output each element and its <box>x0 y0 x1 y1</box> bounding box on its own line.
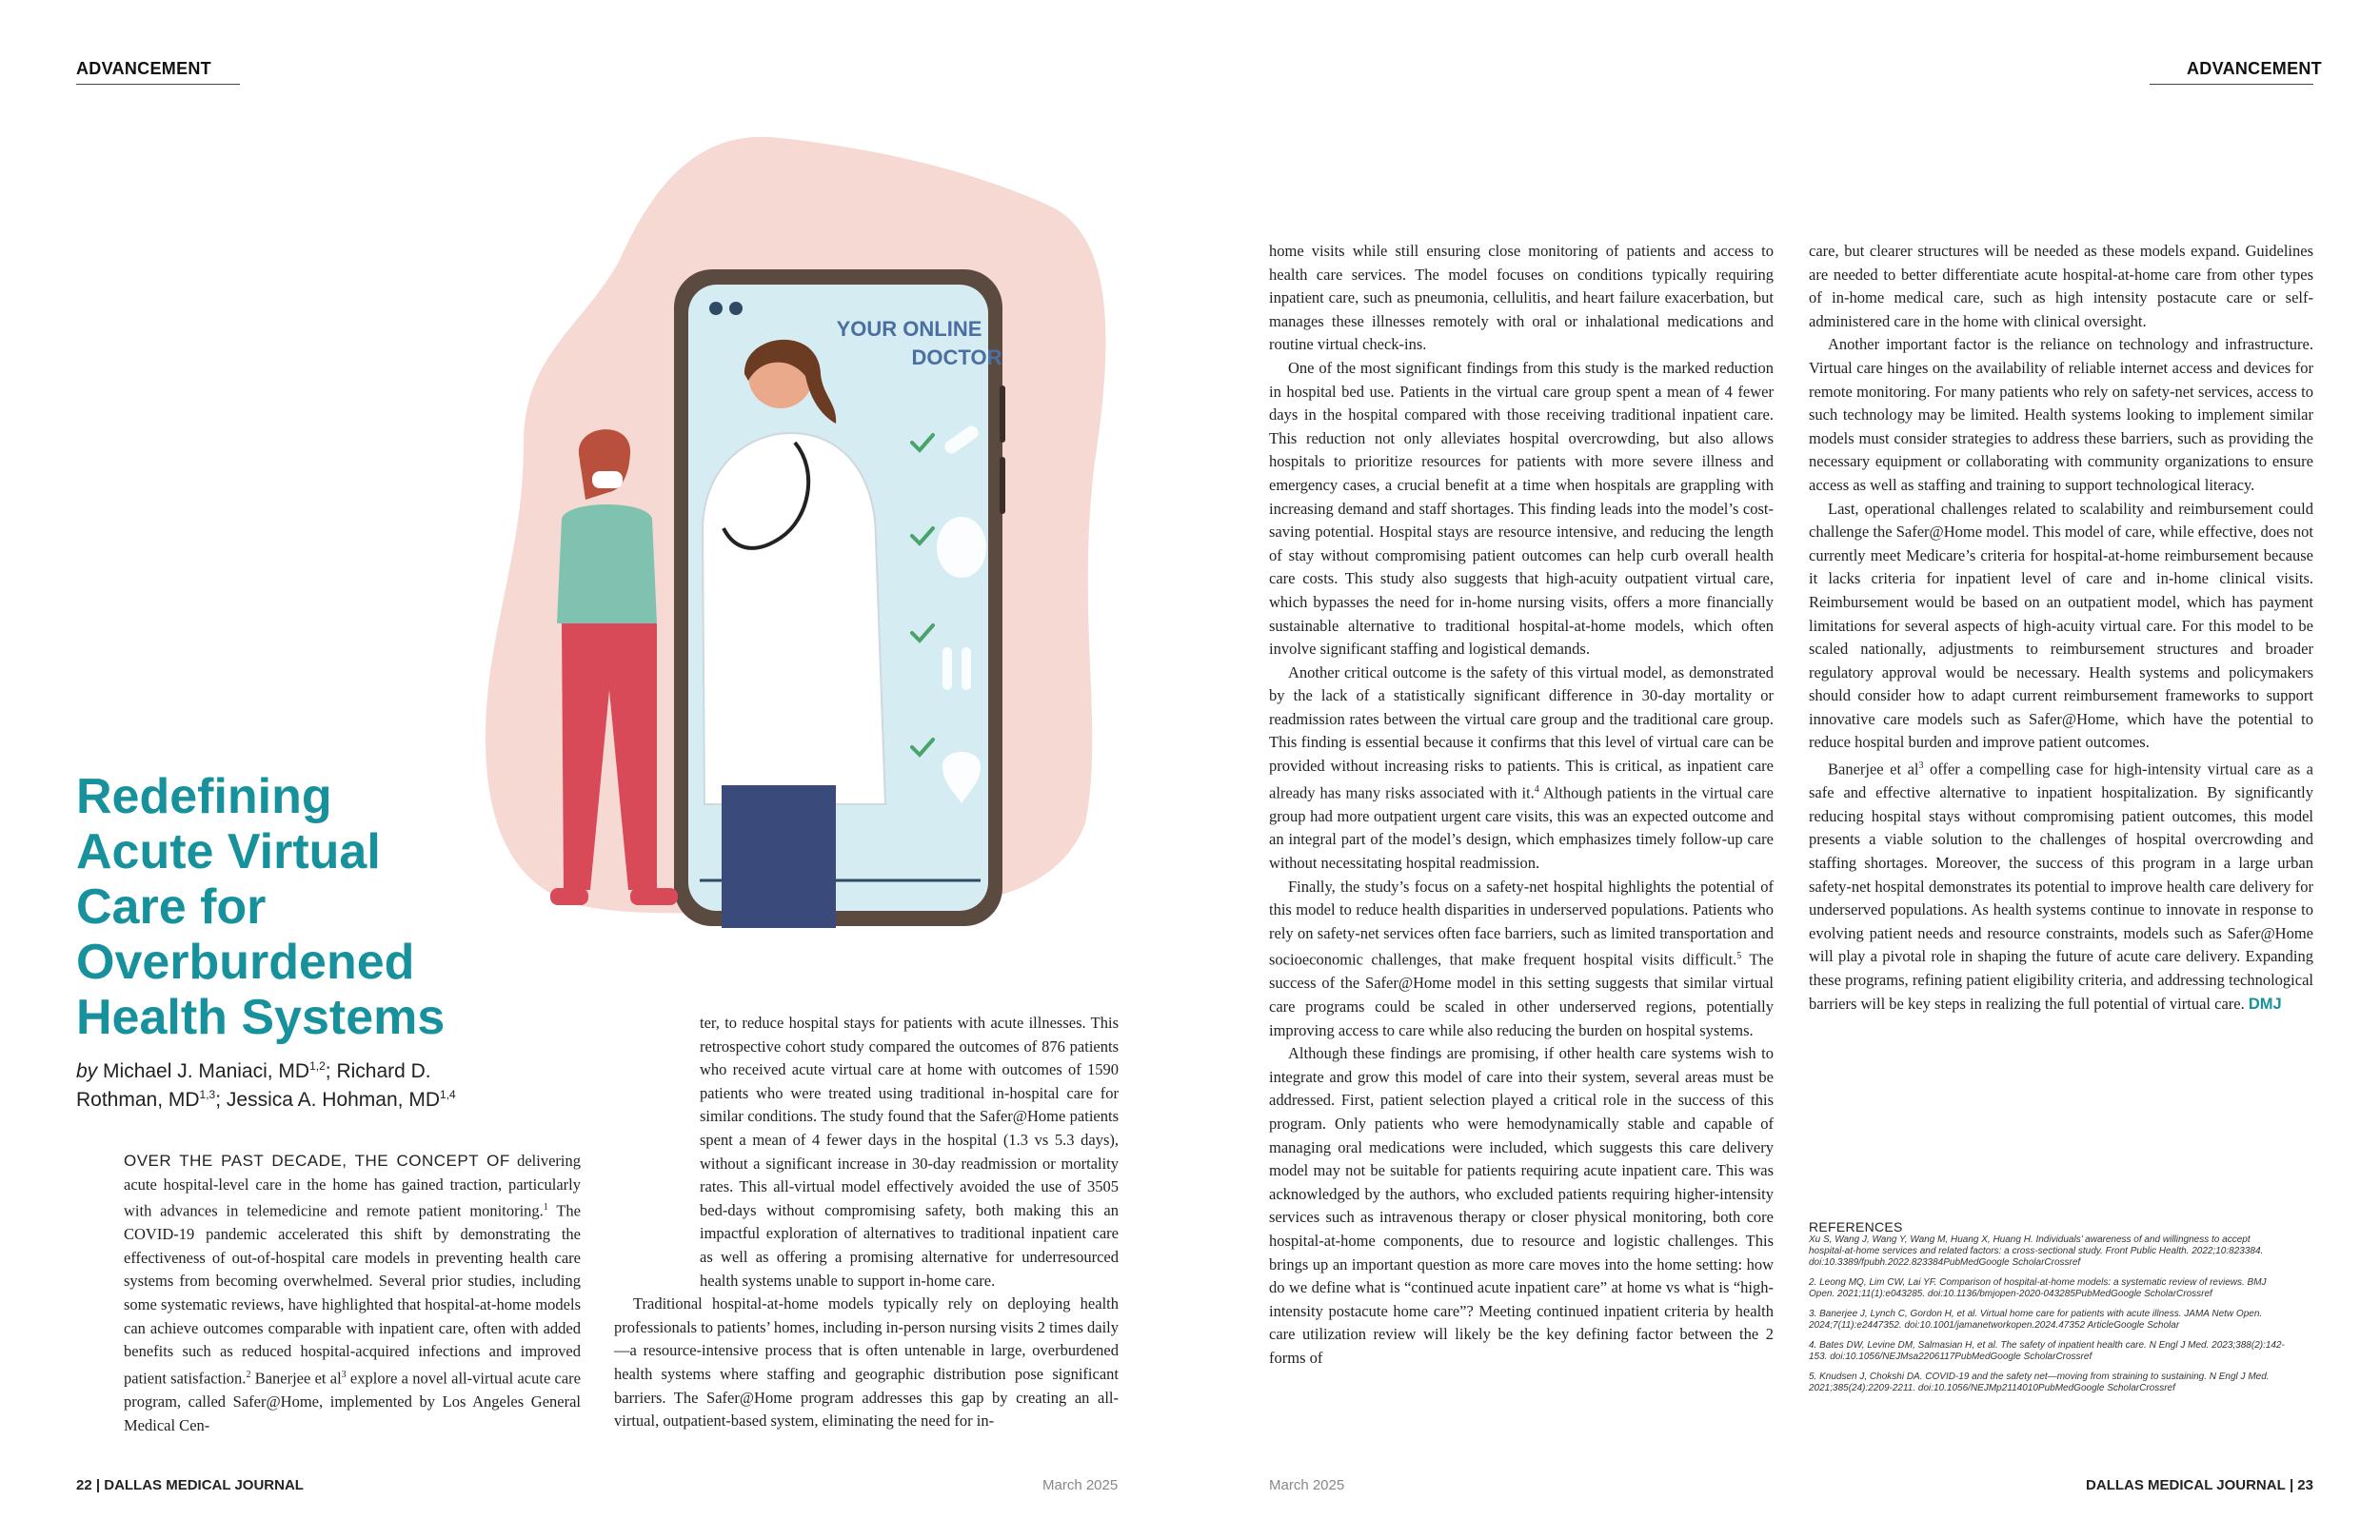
reference-item: 3. Banerjee J, Lynch C, Gordon H, et al. Virtual home care for patients with acute illness. JAMA Netw Open. 2024;7(11):e2447352. doi:10.1001/jamanetworkopen.2024.47352 ArticleGoogle Scholar <box>1809 1309 2263 1331</box>
col3-p3-text-b: Although patients in the virtual care group had more outpatient urgent care visits, this was an expected outcome and an integral part of the model’s design, which emphasizes timely follow-up care without necessitating hospital readmission. <box>1269 783 1774 872</box>
illustration-svg <box>466 119 1114 947</box>
body-column-3 <box>1269 240 1774 1371</box>
col3-paragraph-5: Although these findings are promising, if other health care systems wish to integrate and grow this model of care into their system, several areas must be addressed. First, patient selection played a critical role in the success of this program. Only patients who were hemodynamically stable and capable of managing oral medications were included, which suggests this care delivery model may not be suitable for patients requiring acute inpatient care. This was acknowledged by the authors, who excluded patients requiring higher-intensity services such as intravenous therapy or closer physical monitoring, both core hospital-at-home components, due to resource and logistic challenges. This brings up an important question as more care moves into the home setting: how do we define what is “continued acute inpatient care” at home vs what is “high-intensity postacute home care”? Meeting continued inpatient criteria by health care utilization review will likely be the key defining factor between the 2 forms of <box>1269 1044 1774 1367</box>
ref-mark-1: 1 <box>543 1202 548 1214</box>
footer-left <box>76 1477 304 1493</box>
title-line-3: Care for <box>76 879 267 935</box>
author-3-affil: 1,4 <box>439 1088 456 1101</box>
col3-paragraph-1: home visits while still ensuring close monitoring of patients and access to health care services. The model focuses on conditions typically requiring inpatient care, such as pneumonia, cellulitis, and heart failure exacerbation, but manages these illnesses remotely with oral or inhalational medications and routine virtual check-ins. <box>1269 242 1774 354</box>
end-mark: DMJ <box>2248 995 2282 1013</box>
opening-paragraph <box>124 1150 581 1437</box>
col1-text-b: The COVID-19 pandemic accelerated this shift by demonstrating the effectiveness of out-of-hospital care models in preventing health care systems from becoming overwhelmed. Several prior studies, including some systematic reviews, have highlighted that hospital-at-home models can achieve outcomes comparable with inpatient care, often with added benefits such as reduced hospital-acquired infections and improved patient satisfaction. <box>124 1201 581 1388</box>
col1-text-d: explore a novel all-virtual acute care program, called Safer@Home, implemented by Los Angeles General Medical Cen- <box>124 1369 581 1434</box>
col4-p4-text-b: offer a compelling case for high-intensity virtual care as a safe and effective alternative to inpatient hospitalization. By significantly reducing hospital stays without compromising patient outcomes, this model presents a viable solution to the challenges of hospital overcrowding and staffing shortages. Moreover, the success of this program in a large urban safety-net hospital demonstrates its potential to improve health care delivery for underserved populations. As health systems continue to innovate in response to evolving patient needs and resource constraints, models such as Safer@Home will play a pivotal role in shaping the future of acute care delivery. Expanding these programs, refining patient eligibility criteria, and addressing technological barriers will be key steps in realizing the full potential of virtual care. <box>1809 760 2313 1013</box>
references-heading: REFERENCES <box>1809 1219 1903 1234</box>
author-3: ; Jessica A. Hohman, MD <box>215 1089 440 1111</box>
section-label-left: ADVANCEMENT <box>76 59 211 78</box>
col4-paragraph-4 <box>1809 755 2313 1016</box>
title-line-2: Acute Virtual <box>76 824 381 879</box>
ref-mark-6: 3 <box>1918 760 1924 772</box>
author-1-affil: 1,2 <box>309 1059 326 1073</box>
page-number-right: | 23 <box>2289 1477 2313 1493</box>
references-section <box>1809 1221 2285 1403</box>
body-column-2 <box>614 1012 1119 1433</box>
author-2-affil: 1,3 <box>199 1088 216 1101</box>
reference-item: 4. Bates DW, Levine DM, Salmasian H, et al. The safety of inpatient health care. N Engl J Med. 2023;388(2):142-153. doi:10.1056/NEJMsa2206117PubMedGoogle ScholarCrossref <box>1809 1340 2285 1362</box>
col4-paragraph-2: Another important factor is the reliance on technology and infrastructure. Virtual care hinges on the availability of reliable internet access and devices for remote monitoring. For many patients who rely on safety-net services, access to such technology may be limited. Health systems looking to implement similar models must consider strategies to address these barriers, such as providing the necessary equipment or collaborating with community organizations to ensure access as well as staffing and training to support technological literacy. <box>1809 335 2313 494</box>
journal-name-left: DALLAS MEDICAL JOURNAL <box>104 1477 304 1493</box>
body-column-4 <box>1809 240 2313 1016</box>
ref-mark-5: 5 <box>1736 951 1742 962</box>
title-line-5: Health Systems <box>76 990 446 1045</box>
page-number-left: 22 | <box>76 1477 101 1493</box>
col4-p4-text-a: Banerjee et al <box>1828 760 1919 779</box>
ref-mark-2: 2 <box>246 1369 251 1380</box>
section-rule-right <box>2150 84 2313 85</box>
reference-item: 2. Leong MQ, Lim CW, Lai YF. Comparison of hospital-at-home models: a systematic review of reviews. BMJ Open. 2021;11(1):e043285. doi:10.1136/bmjopen-2020-043285PubMedGoogle ScholarCrossref <box>1809 1277 2267 1299</box>
ref-mark-3: 3 <box>341 1369 347 1380</box>
byline <box>76 1055 524 1112</box>
screen-text-top: YOUR ONLINE <box>836 317 982 341</box>
ref-mark-4: 4 <box>1534 783 1539 795</box>
title-line-1: Redefining <box>76 769 332 824</box>
byline-prefix: by <box>76 1060 98 1082</box>
col4-paragraph-1: care, but clearer structures will be needed as these models expand. Guidelines are needed to better differentiate acute hospital-at-home care from other types of in-home medical care, such as high intensity postacute care or self-administered care in the home with clinical oversight. <box>1809 242 2313 330</box>
col1-text-a: delivering acute hospital-level care in the home has gained traction, particularly with advances in telemedicine and remote patient monitoring. <box>124 1152 581 1220</box>
author-sep-1: ; Richard D. <box>325 1060 431 1082</box>
col3-paragraph-4 <box>1269 876 1774 1043</box>
section-rule-left <box>76 84 240 85</box>
col3-p4-text-a: Finally, the study’s focus on a safety-net hospital highlights the potential of this model to reduce health disparities in underserved populations. Patients who rely on safety-net services often face barriers, such as limited transportation and socioeconomic challenges, that make frequent hospital visits difficult. <box>1269 877 1774 969</box>
col4-paragraph-3: Last, operational challenges related to scalability and reimbursement could challenge the Safer@Home model. This model of care, while effective, does not currently meet Medicare’s criteria for hospital-at-home reimbursement because it lacks criteria for inpatient level of care and in-home clinical visits. Reimbursement would be based on an outpatient model, which has payment limitations for several aspects of high-acuity virtual care. For this model to be scaled nationally, adjustments to reimbursement structures and broader regulatory approval would be necessary. Health systems and policymakers should consider how to adapt current reimbursement frameworks to support innovative care models such as Safer@Home, which have the potential to reduce hospital burden and improve patient outcomes. <box>1809 499 2313 752</box>
section-label-right: ADVANCEMENT <box>2187 59 2322 78</box>
footer-right <box>2086 1477 2313 1493</box>
telemedicine-illustration <box>466 119 1114 947</box>
author-2: Rothman, MD <box>76 1089 200 1111</box>
col3-p4-text-b: The success of the Safer@Home model in this setting suggests that similar virtual care programs could be scaled in other underserved regions, potentially improving access to care while also reducing the burden on hospital systems. <box>1269 950 1774 1039</box>
col1-text-c: Banerjee et al <box>250 1369 342 1388</box>
col2-paragraph-2: Traditional hospital-at-home models typically rely on deploying health professionals to patients’ homes, including in-person nursing visits 2 times daily—a resource-intensive process that is often untenable in large, overburdened health systems where staffing and geographic distribution pose significant barriers. The Safer@Home program addresses this gap by creating an all-virtual, outpatient-based system, eliminating the need for in- <box>614 1294 1119 1431</box>
col3-paragraph-3 <box>1269 661 1774 876</box>
col3-p3-text-a: Another critical outcome is the safety of this virtual model, as demonstrated by the lack of a statistically significant difference in 30-day mortality or readmission rates between the virtual care group and the traditional care group. This finding is essential because it confirms that this level of virtual care can be provided without increasing risks to patients. This is critical, as inpatient care already has many risks associated with it. <box>1269 662 1774 802</box>
footer-date-right: March 2025 <box>1269 1477 1345 1493</box>
journal-name-right: DALLAS MEDICAL JOURNAL <box>2086 1477 2286 1493</box>
col3-paragraph-2: One of the most significant findings from this study is the marked reduction in hospital bed use. Patients in the virtual care group spent a mean of 4 fewer days in the hospital compared with those receiving traditional inpatient care. This reduction not only alleviates hospital overcrowding, but also allows hospitals to prioritize resources for patients with more severe illness and emergency cases, a crucial benefit at a time when hospitals are grappling with increasing demand and staff shortages. This finding leads into the model’s cost-saving potential. Hospital stays are resource intensive, and reducing the length of stay without compromising patient outcomes can help curb overall health care costs. This study also suggests that high-acuity outpatient virtual care, which bypasses the need for in-home nursing visits, offers a more financially sustainable alternative to traditional hospital-at-home models, which often involve significant staffing and logistical demands. <box>1269 358 1774 659</box>
reference-item: Xu S, Wang J, Wang Y, Wang M, Huang X, Huang H. Individuals’ awareness of and willingness to accept hospital-at-home services and related factors: a cross-sectional study. Front Public Health. 2022;10:823384. doi:10.3389/fpubh.2022.823384PubMedGoogle ScholarCrossref <box>1809 1234 2264 1268</box>
title-line-4: Overburdened <box>76 935 415 990</box>
col2-paragraph-1: ter, to reduce hospital stays for patients with acute illnesses. This retrospective cohort study compared the outcomes of 876 patients who received acute virtual care at home with outcomes of 1590 patients who were treated using traditional in-hospital care for similar conditions. The study found that the Safer@Home patients spent a mean of 4 fewer days in the hospital (1.3 vs 5.3 days), without a significant increase in 30-day readmission or mortality rates. This all-virtual model effectively avoided the use of 3505 bed-days without compromising safety, both making this an impactful exploration of alternatives to traditional inpatient care as well as offering a promising alternative for underresourced health systems unable to support in-home care. <box>700 1014 1119 1290</box>
screen-text-bottom: DOCTOR <box>911 346 1002 369</box>
reference-item: 5. Knudsen J, Chokshi DA. COVID-19 and the safety net—moving from straining to sustaining. N Engl J Med. 2021;385(24):2209-2211. doi:10.1056/NEJMp2114010PubMedGoogle ScholarCrossref <box>1809 1372 2270 1393</box>
body-column-1 <box>124 1150 581 1437</box>
author-1: Michael J. Maniaci, MD <box>103 1060 310 1082</box>
footer-date-left: March 2025 <box>1042 1477 1119 1493</box>
article-title <box>76 769 445 1045</box>
lead-in: OVER THE PAST DECADE, THE CONCEPT OF <box>124 1152 510 1170</box>
